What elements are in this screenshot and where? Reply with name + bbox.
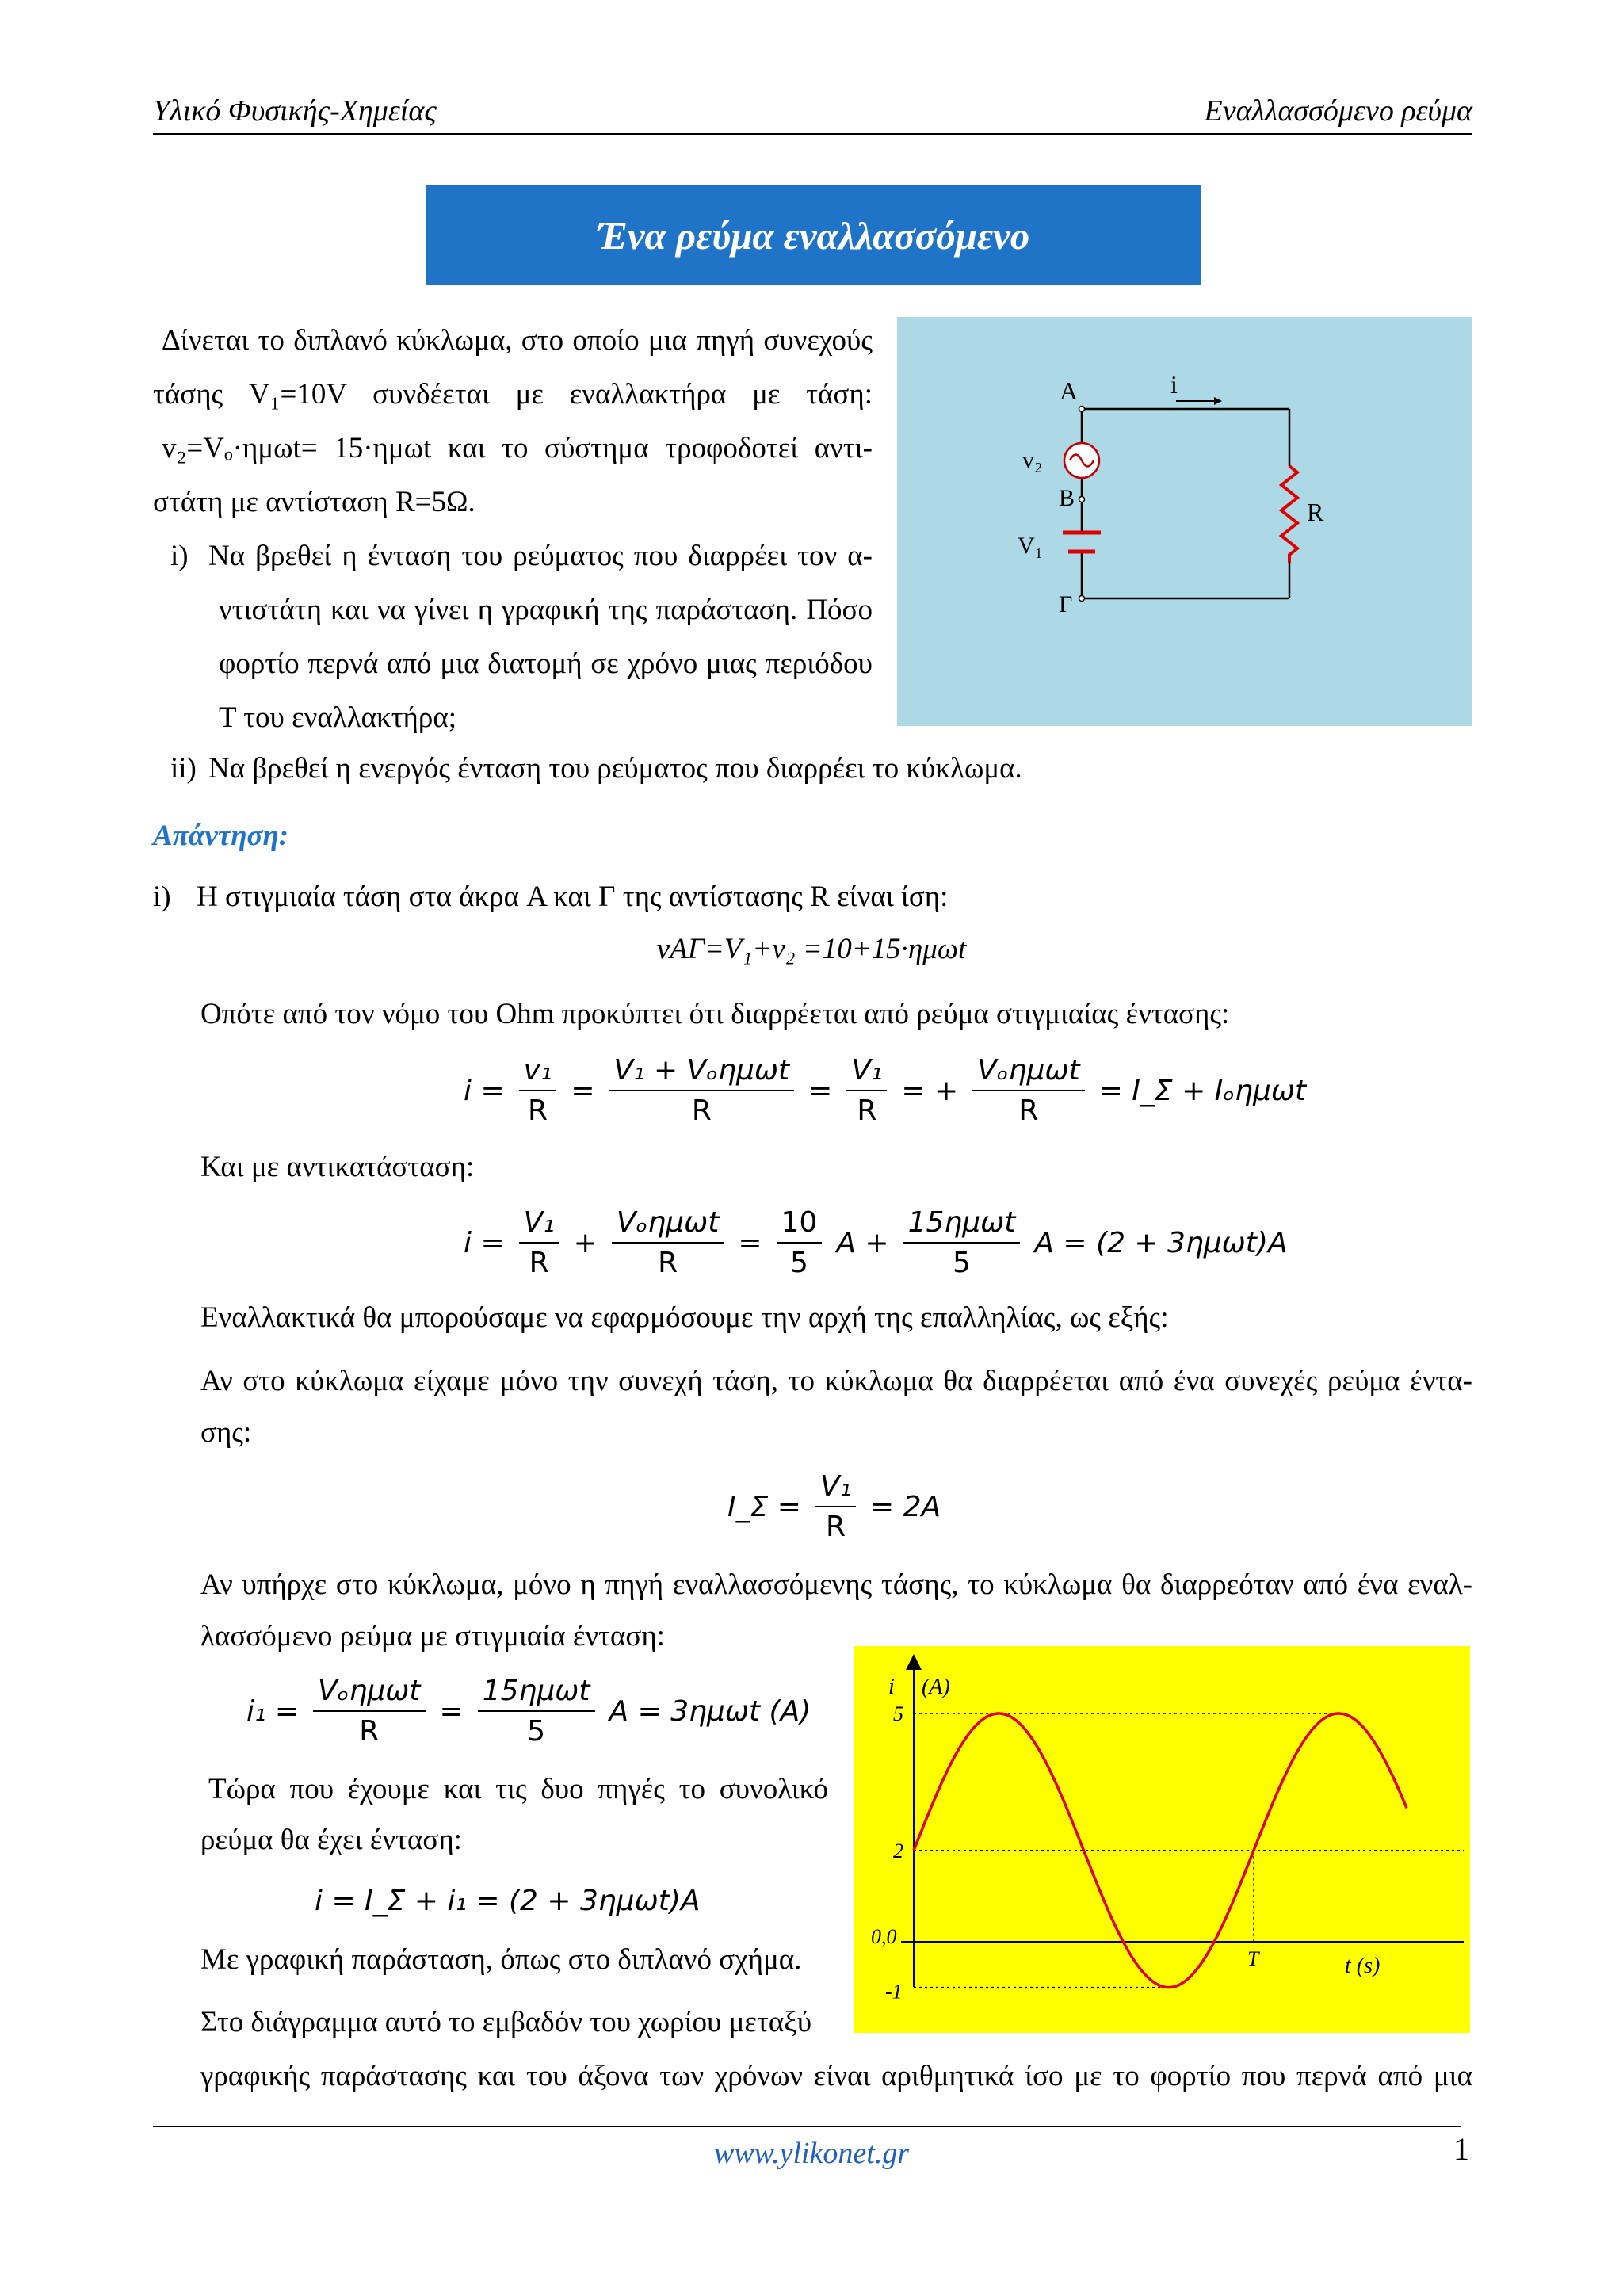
answer-p6a: Αν υπήρχε στο κύκλωμα, μόνο η πηγή εναλλασσόμενης τάσης, το κύκλωμα θα διαρρεόταν από ένα εναλ- bbox=[200, 1568, 1472, 1601]
eq5-frac2-den: 5 bbox=[527, 1715, 546, 1748]
eq2-eqA: = bbox=[571, 1074, 595, 1107]
intro-line-1: Δίνεται το διπλανό κύκλωμα, στο οποίο μια πηγή συνεχούς bbox=[162, 324, 873, 357]
eq2-frac4-num: Vₒημωt bbox=[972, 1054, 1085, 1091]
eq3-frac4-den: 5 bbox=[953, 1247, 971, 1279]
label-v2: v₂ bbox=[1022, 447, 1043, 473]
answer-p5b: σης: bbox=[200, 1416, 252, 1449]
x-tick-T: T bbox=[1247, 1947, 1259, 1970]
label-A: A bbox=[1060, 376, 1079, 405]
eq5-eq: = bbox=[439, 1694, 464, 1728]
current-arrow-icon bbox=[1214, 397, 1222, 405]
footer-url[interactable]: www.ylikonet.gr bbox=[713, 2137, 910, 2170]
label-i: i bbox=[1170, 370, 1178, 399]
answer-p9: Στο διάγραμμα αυτό το εμβαδόν του χωρίου μεταξύ bbox=[200, 2006, 812, 2038]
question-i-marker: i) bbox=[170, 540, 189, 572]
eq5-rhs: A = 3ημωt (A) bbox=[609, 1694, 812, 1728]
y-tick-0: 0,0 bbox=[871, 1925, 897, 1948]
equation-v-AG: vAΓ=V₁+v₂ =10+15·ημωt bbox=[656, 933, 967, 965]
eq2-eqB: = bbox=[808, 1074, 833, 1107]
question-ii-text: Να βρεθεί η ενεργός ένταση του ρεύματος που διαρρέει το κύκλωμα. bbox=[208, 752, 1022, 785]
node-B bbox=[1079, 497, 1085, 502]
eq2-frac1-den: R bbox=[527, 1095, 548, 1127]
eq3-frac3 bbox=[777, 1206, 823, 1279]
label-G: Γ bbox=[1059, 591, 1073, 617]
eq2-frac4 bbox=[972, 1054, 1085, 1127]
equation-total-current: i = I_Σ + i₁ = (2 + 3ημωt)A bbox=[315, 1885, 701, 1917]
resistor-icon bbox=[1281, 466, 1297, 563]
eq3-frac1-den: R bbox=[529, 1247, 549, 1279]
header-left: Υλικό Φυσικής-Χημείας bbox=[153, 94, 437, 128]
eq3-frac1 bbox=[519, 1206, 559, 1279]
eq3-lhs: i = bbox=[464, 1226, 505, 1259]
equation-ohm bbox=[464, 1054, 1306, 1127]
answer-heading: Απάντηση: bbox=[153, 819, 289, 852]
eq5-frac2 bbox=[478, 1675, 595, 1748]
circuit-svg bbox=[897, 317, 1472, 726]
eq3-frac2-den: R bbox=[658, 1247, 678, 1279]
eq4-frac-num: V₁ bbox=[815, 1470, 856, 1507]
eq4-rhs: = 2A bbox=[870, 1490, 941, 1523]
y-tick-minus1: -1 bbox=[885, 1980, 903, 2004]
eq3-frac4 bbox=[903, 1206, 1021, 1279]
header-rule bbox=[153, 133, 1472, 135]
answer-p6b: λασσόμενο ρεύμα με στιγμιαία ένταση: bbox=[200, 1620, 665, 1652]
y-axis-unit: (A) bbox=[922, 1675, 950, 1699]
answer-p3: Και με αντικατάσταση: bbox=[200, 1151, 475, 1183]
current-graph bbox=[854, 1646, 1470, 2033]
answer-p5a: Αν στο κύκλωμα είχαμε μόνο την συνεχή τάση, το κύκλωμα θα διαρρέεται από ένα συνεχές ρεύμα έντα- bbox=[200, 1365, 1472, 1397]
y-tick-5: 5 bbox=[893, 1702, 903, 1725]
eq4-lhs: I_Σ = bbox=[727, 1490, 801, 1523]
question-i-line-3: φορτίο περνά από μια διατομή σε χρόνο μιας περιόδου bbox=[219, 648, 873, 680]
eq5-frac1-den: R bbox=[359, 1715, 380, 1748]
y-axis-label: i bbox=[888, 1675, 895, 1699]
equation-substitution bbox=[464, 1206, 1288, 1279]
eq3-frac2-num: Vₒημωt bbox=[612, 1206, 724, 1244]
label-R: R bbox=[1307, 498, 1324, 526]
eq2-frac2 bbox=[609, 1054, 795, 1127]
eq2-frac1 bbox=[519, 1054, 557, 1127]
eq4-frac bbox=[815, 1470, 856, 1543]
node-A bbox=[1079, 407, 1085, 412]
graph-svg bbox=[854, 1646, 1470, 2033]
y-tick-2: 2 bbox=[893, 1839, 903, 1862]
answer-p7a: Τώρα που έχουμε και τις δυο πηγές το συνολικό bbox=[208, 1773, 828, 1805]
eq3-frac4-num: 15ημωt bbox=[903, 1206, 1021, 1244]
question-ii-marker: ii) bbox=[170, 752, 197, 785]
eq5-frac1 bbox=[313, 1675, 426, 1748]
eq3-frac1-num: V₁ bbox=[519, 1206, 559, 1244]
eq2-frac3-den: R bbox=[857, 1095, 877, 1127]
eq2-frac3-num: V₁ bbox=[846, 1054, 887, 1091]
eq2-frac2-num: V₁ + Vₒημωt bbox=[609, 1054, 795, 1091]
equation-ac-current bbox=[246, 1675, 811, 1748]
eq4-frac-den: R bbox=[826, 1511, 846, 1543]
label-B: B bbox=[1059, 485, 1075, 511]
footer-rule bbox=[153, 2126, 1461, 2127]
page-title: Ένα ρεύμα εναλλασσόμενο bbox=[426, 185, 1201, 285]
eq3-plus: + bbox=[573, 1226, 598, 1259]
intro-line-4: στάτη με αντίσταση R=5Ω. bbox=[153, 486, 475, 518]
eq3-frac3-num: 10 bbox=[777, 1206, 823, 1244]
eq3-a1: A + bbox=[836, 1226, 889, 1259]
eq2-eqC: = + bbox=[901, 1074, 959, 1107]
eq3-frac3-den: 5 bbox=[789, 1247, 808, 1279]
answer-p4: Εναλλακτικά θα μπορούσαμε να εφαρμόσουμε την αρχή της επαλληλίας, ως εξής: bbox=[200, 1301, 1169, 1334]
answer-p10: γραφικής παράστασης και του άξονα των χρόνων είναι αριθμητικά ίσο με το φορτίο που περνά από μια bbox=[200, 2060, 1472, 2092]
eq2-frac3 bbox=[846, 1054, 887, 1127]
equation-dc-current bbox=[727, 1470, 941, 1543]
eq2-lhs: i = bbox=[464, 1074, 505, 1107]
answer-p2: Οπότε από τον νόμο του Ohm προκύπτει ότι διαρρέεται από ρεύμα στιγμιαίας έντασης: bbox=[200, 998, 1230, 1030]
node-G bbox=[1079, 596, 1085, 602]
x-axis-label: t (s) bbox=[1345, 1954, 1381, 1978]
page-number: 1 bbox=[1453, 2131, 1469, 2167]
intro-line-2: τάσης V₁=10V συνδέεται με εναλλακτήρα με τάση: bbox=[153, 378, 873, 411]
eq3-eq: = bbox=[738, 1226, 762, 1259]
answer-i-marker: i) bbox=[153, 881, 171, 913]
label-V1: V₁ bbox=[1018, 533, 1044, 559]
eq5-frac2-num: 15ημωt bbox=[478, 1675, 595, 1712]
eq5-lhs: i₁ = bbox=[246, 1694, 300, 1728]
eq2-frac1-num: v₁ bbox=[519, 1054, 557, 1091]
header-right: Εναλλασσόμενο ρεύμα bbox=[1204, 94, 1472, 128]
question-i-line-4: T του εναλλακτήρα; bbox=[219, 701, 457, 734]
question-i-line-1: Να βρεθεί η ένταση του ρεύματος που διαρρέει τον α- bbox=[208, 540, 873, 572]
eq2-frac4-den: R bbox=[1018, 1095, 1039, 1127]
eq3-rhs: A = (2 + 3ημωt)A bbox=[1034, 1226, 1288, 1259]
eq2-rhs: = I_Σ + Iₒημωt bbox=[1098, 1074, 1307, 1107]
intro-line-3: v₂=Vₒ·ημωt= 15·ημωt και το σύστημα τροφοδοτεί αντι- bbox=[162, 432, 873, 464]
circuit-diagram bbox=[897, 317, 1472, 726]
eq5-frac1-num: Vₒημωt bbox=[313, 1675, 426, 1712]
question-i-line-2: ντιστάτη και να γίνει η γραφική της παράσταση. Πόσο bbox=[219, 594, 873, 626]
answer-p1: Η στιγμιαία τάση στα άκρα A και Γ της αντίστασης R είναι ίση: bbox=[197, 881, 949, 913]
answer-p7b: ρεύμα θα έχει ένταση: bbox=[200, 1824, 462, 1856]
eq2-frac2-den: R bbox=[691, 1095, 712, 1127]
eq3-frac2 bbox=[612, 1206, 724, 1279]
answer-p8: Με γραφική παράσταση, όπως στο διπλανό σχήμα. bbox=[200, 1943, 802, 1976]
